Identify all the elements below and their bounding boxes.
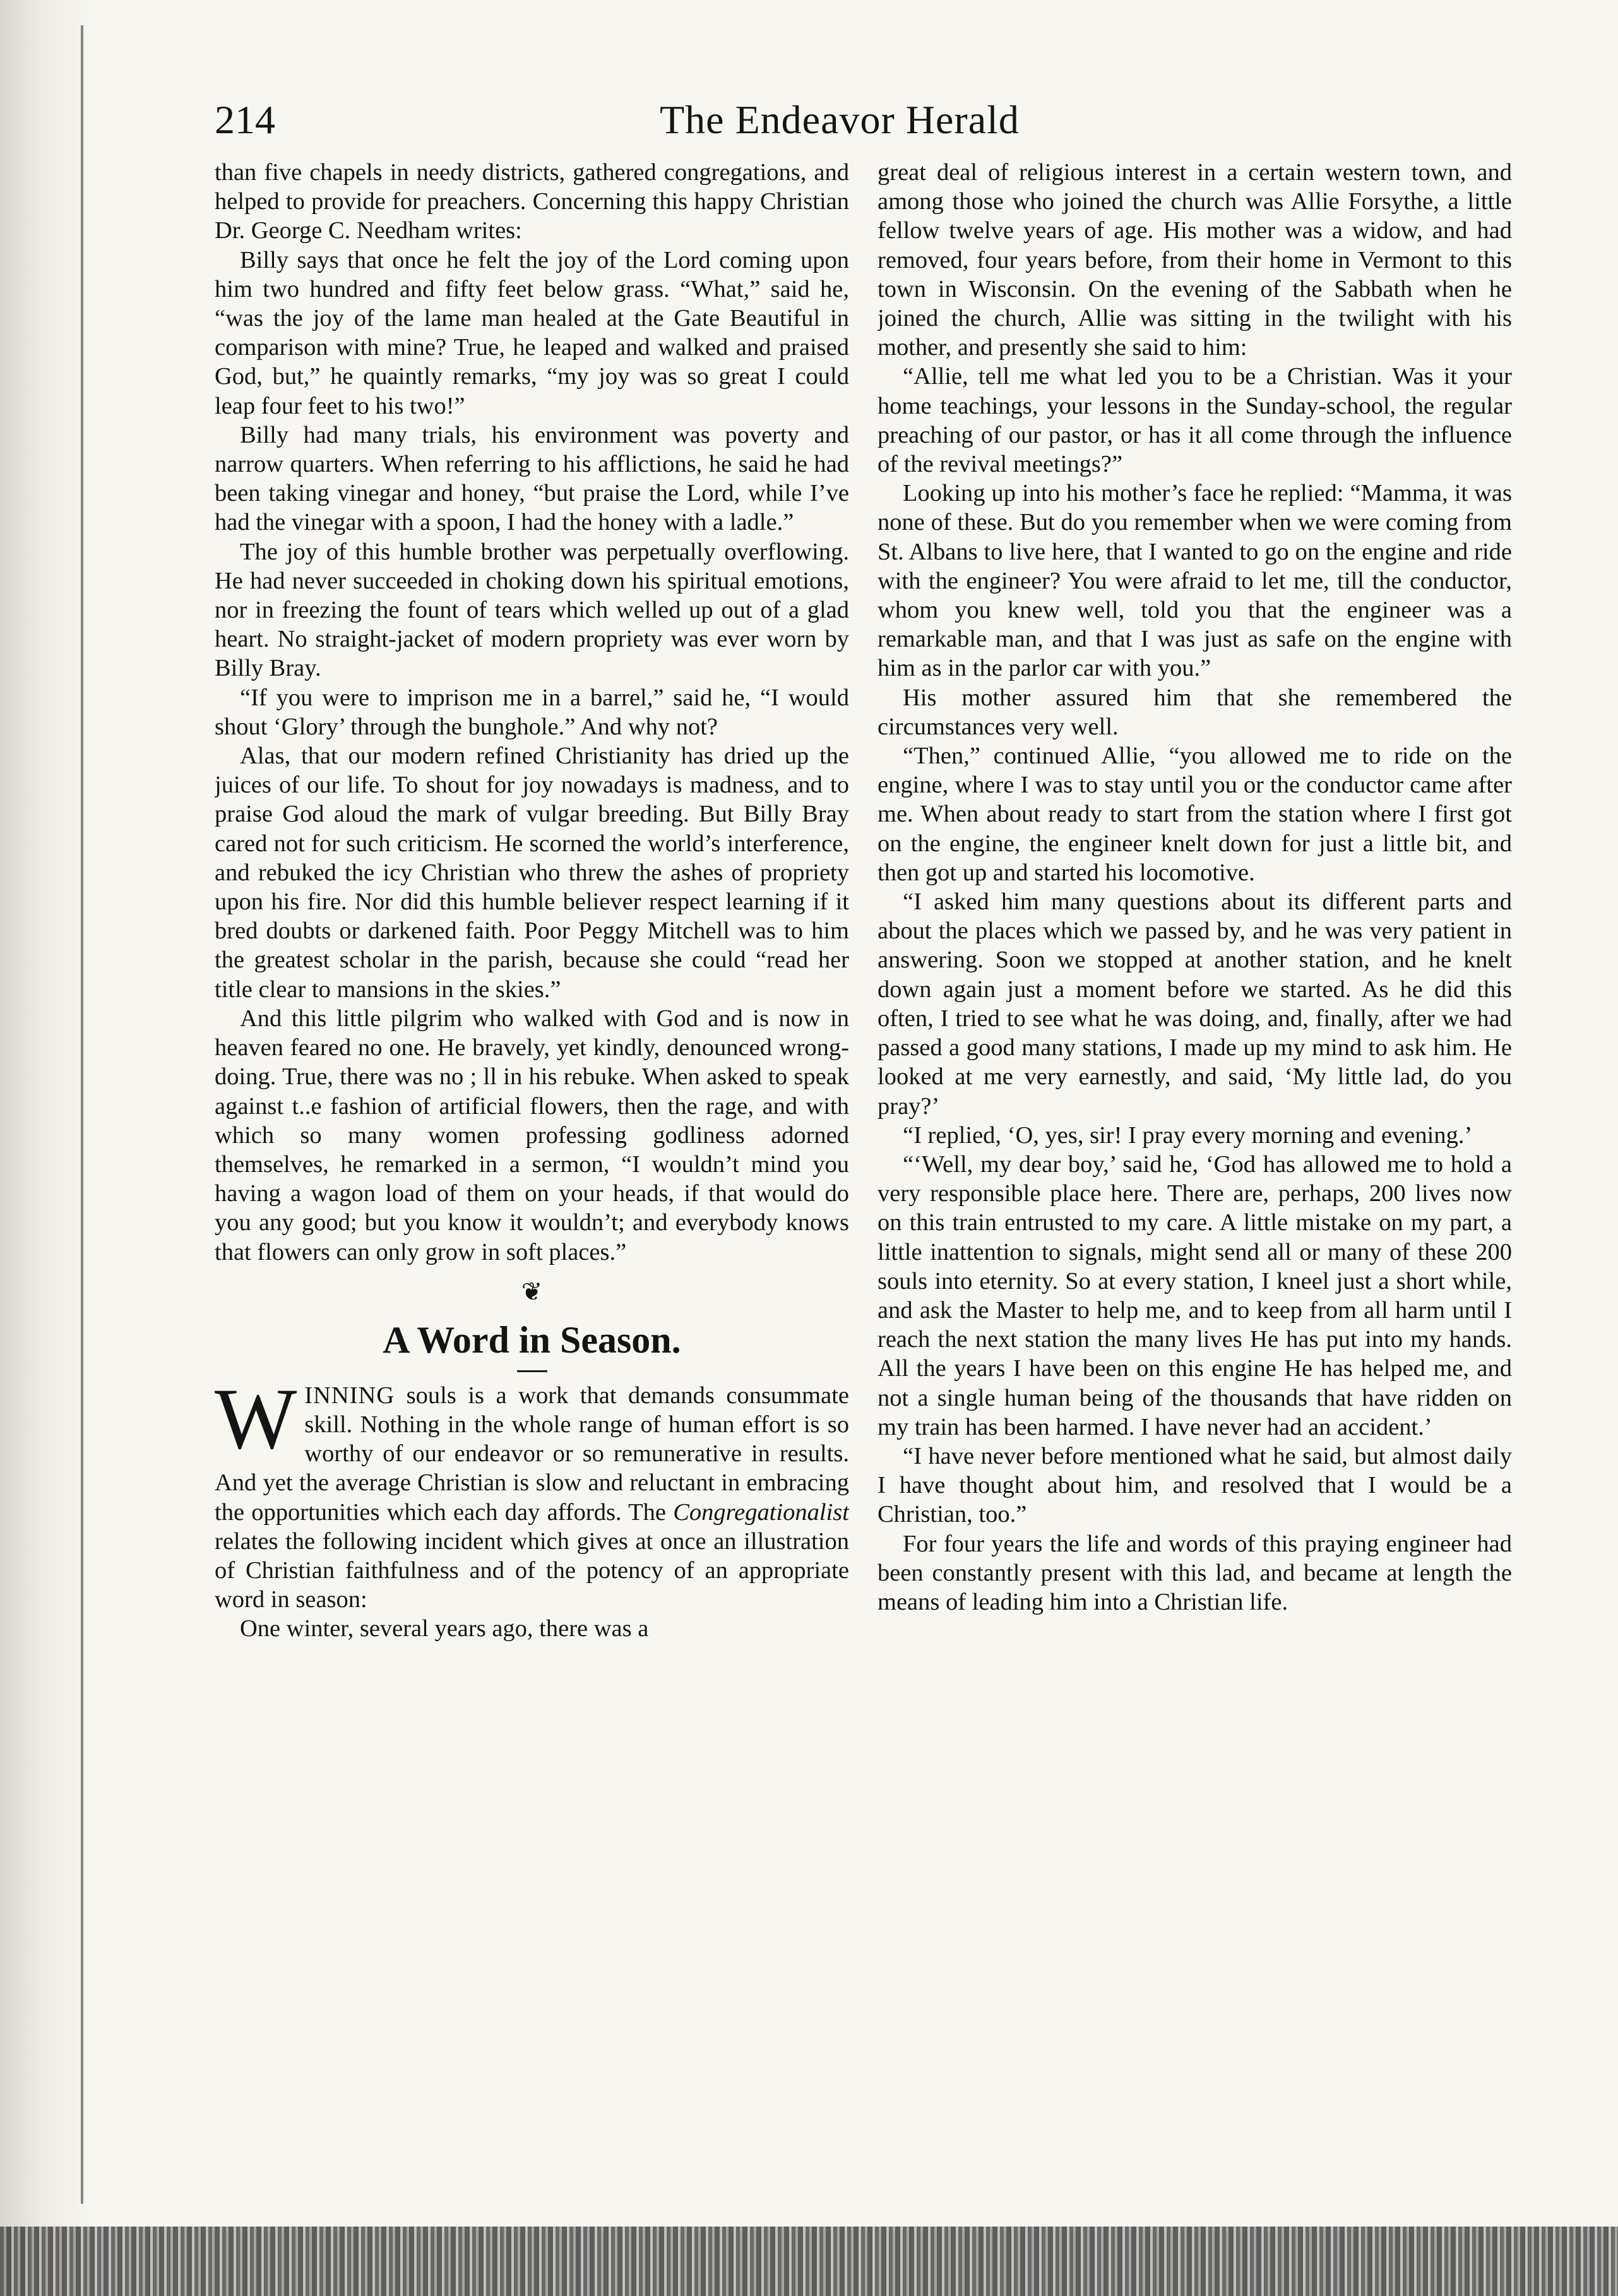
paragraph: “I replied, ‘O, yes, sir! I pray every morning and evening.’ — [903, 1121, 1473, 1149]
paragraph: “I asked him many questions about its different parts and about the places which we passed by, and he was very patient in answering. Soon we stopped at another station, and he knelt down again just a moment before we started. As he did this often, I tried to see what he was doing, and, finally, after we had passed a good many stations, I made up my mind to ask him. He looked at me very earnestly, and said, ‘My little lad, do you pray?’ — [877, 888, 1512, 1120]
paragraph: “Allie, tell me what led you to be a Christian. Was it your home teachings, your lessons in the Sunday-school, the regular preaching of our pastor, or has it all come through the influence of the revival meetings?” — [877, 363, 1512, 478]
paragraph-text: souls is a work that demands consummate skill. Nothing in the whole range of human effort is so worthy of our endeavor or so remunerative in results. And yet the average Christian is slow and reluctant in embracing the opportunities which each day affords. The — [215, 1382, 849, 1526]
paragraph: “If you were to imprison me in a barrel,” said he, “I would shout ‘Glory’ through the bunghole.” And why not? — [215, 684, 849, 740]
paragraph: The joy of this humble brother was perpetually overflowing. He had never succeeded in choking down his spiritual emotions, nor in freezing the fount of tears which welled up out of a glad heart. No straight-jacket of modern propriety was ever worn by Billy Bray. — [215, 538, 849, 682]
paragraph: His mother assured him that she remembered the circumstances very well. — [877, 684, 1512, 740]
lead-in-text: INNING — [304, 1382, 395, 1409]
paragraph: “I have never before mentioned what he said, but almost daily I have thought about him, and resolved that I would be a Christian, too.” — [877, 1442, 1512, 1528]
paragraph: great deal of religious interest in a certain western town, and among those who joined the church was Allie Forsythe, a little fellow twelve years of age. His mother was a widow, and had removed, four years before, from their home in Vermont to this town in Wisconsin. On the evening of the Sabbath when he joined the church, Allie was sitting in the twilight with his mother, and presently she said to him: — [877, 159, 1512, 361]
section-first-paragraph — [215, 1370, 849, 1615]
paragraph: than five chapels in needy districts, gathered congregations, and helped to provide for preachers. Concerning this happy Christian Dr. George C. Needham writes: — [215, 159, 849, 244]
paragraph: One winter, several years ago, there was a — [240, 1615, 649, 1642]
publication-name: Congregationalist — [673, 1498, 849, 1526]
title-rule — [517, 1370, 547, 1372]
drop-cap: W — [215, 1370, 297, 1467]
right-column — [877, 158, 1512, 2115]
paragraph: Billy had many trials, his environment was poverty and narrow quarters. When referring to his afflictions, he said he had been taking vinegar and honey, “but praise the Lord, while I’ve had the vinegar with a spoon, I had the honey with a ladle.” — [215, 421, 849, 536]
running-title: The Endeavor Herald — [660, 97, 1020, 142]
section-ornament-icon: ❦ — [521, 1277, 543, 1306]
paragraph: And this little pilgrim who walked with God and is now in heaven feared no one. He bravely, yet kindly, denounced wrong-doing. True, there was no ; ll in his rebuke. When asked to speak against t..e fashion of artificial flowers, then the rage, and with which so many women professing godliness adorned themselves, he remarked in a sermon, “I wouldn’t mind you having a wagon load of them on your heads, if that would do you any good; but you know it wouldn’t; and everybody knows that flowers can only grow in soft places.” — [215, 1005, 849, 1265]
scan-bottom-edge — [0, 2227, 1618, 2296]
paragraph: Billy says that once he felt the joy of the Lord coming upon him two hundred and fifty feet below grass. “What,” said he, “was the joy of the lame man healed at the Gate Beautiful in comparison with mine? True, he leaped and walked and praised God, but,” he quaintly remarks, “my joy was so great I could leap four feet to his two!” — [215, 246, 849, 419]
paragraph: “‘Well, my dear boy,’ said he, ‘God has allowed me to hold a very responsible place here. There are, perhaps, 200 lives now on this train entrusted to my care. A little mistake on my part, a little inattention to signals, might send all or many of these 200 souls into eternity. So at every station, I kneel just a short while, and ask the Master to help me, and to keep from all harm until I reach the next station the many lives He has put into my hands. All the years I have been on this engine He has helped me, and not a single human being of the thousands that have ridden on my train has been harmed. I have never had an accident.’ — [877, 1151, 1512, 1440]
paragraph-text: relates the following incident which gives at once an illustration of Christian faithfulness and of the potency of an appropriate word in season: — [215, 1528, 849, 1613]
paragraph: Looking up into his mother’s face he replied: “Mamma, it was none of these. But do you remember when we were coming from St. Albans to live here, that I wanted to go on the engine and ride with the engineer? You were afraid to let me, till the conductor, whom you knew well, told you that the engineer was a remarkable man, and that I was just as safe on the engine with him as in the parlor car with you.” — [877, 480, 1512, 682]
page-number: 214 — [215, 97, 275, 142]
left-column — [215, 158, 849, 2115]
paragraph: “Then,” continued Allie, “you allowed me to ride on the engine, where I was to stay until you or the conductor came after me. When about ready to start from the station where I first got on the engine, the engineer knelt down for just a little bit, and then got up and started his locomotive. — [877, 743, 1512, 886]
paragraph: For four years the life and words of this praying engineer had been constantly present with this lad, and became at length the means of leading him into a Christian life. — [877, 1530, 1512, 1615]
page-header — [215, 88, 1465, 152]
binding-margin-line — [81, 25, 83, 2204]
paragraph: Alas, that our modern refined Christianity has dried up the juices of our life. To shout for joy nowadays is madness, and to praise God aloud the mark of vulgar breeding. But Billy Bray cared not for such criticism. He scorned the world’s interference, and rebuked the icy Christian who threw the ashes of propriety upon his fire. Nor did this humble believer respect learning if it bred doubts or darkened faith. Poor Peggy Mitchell was to him the greatest scholar in the parish, because she could “read her title clear to mansions in the skies.” — [215, 743, 849, 1003]
section-title: A Word in Season. — [383, 1318, 681, 1361]
